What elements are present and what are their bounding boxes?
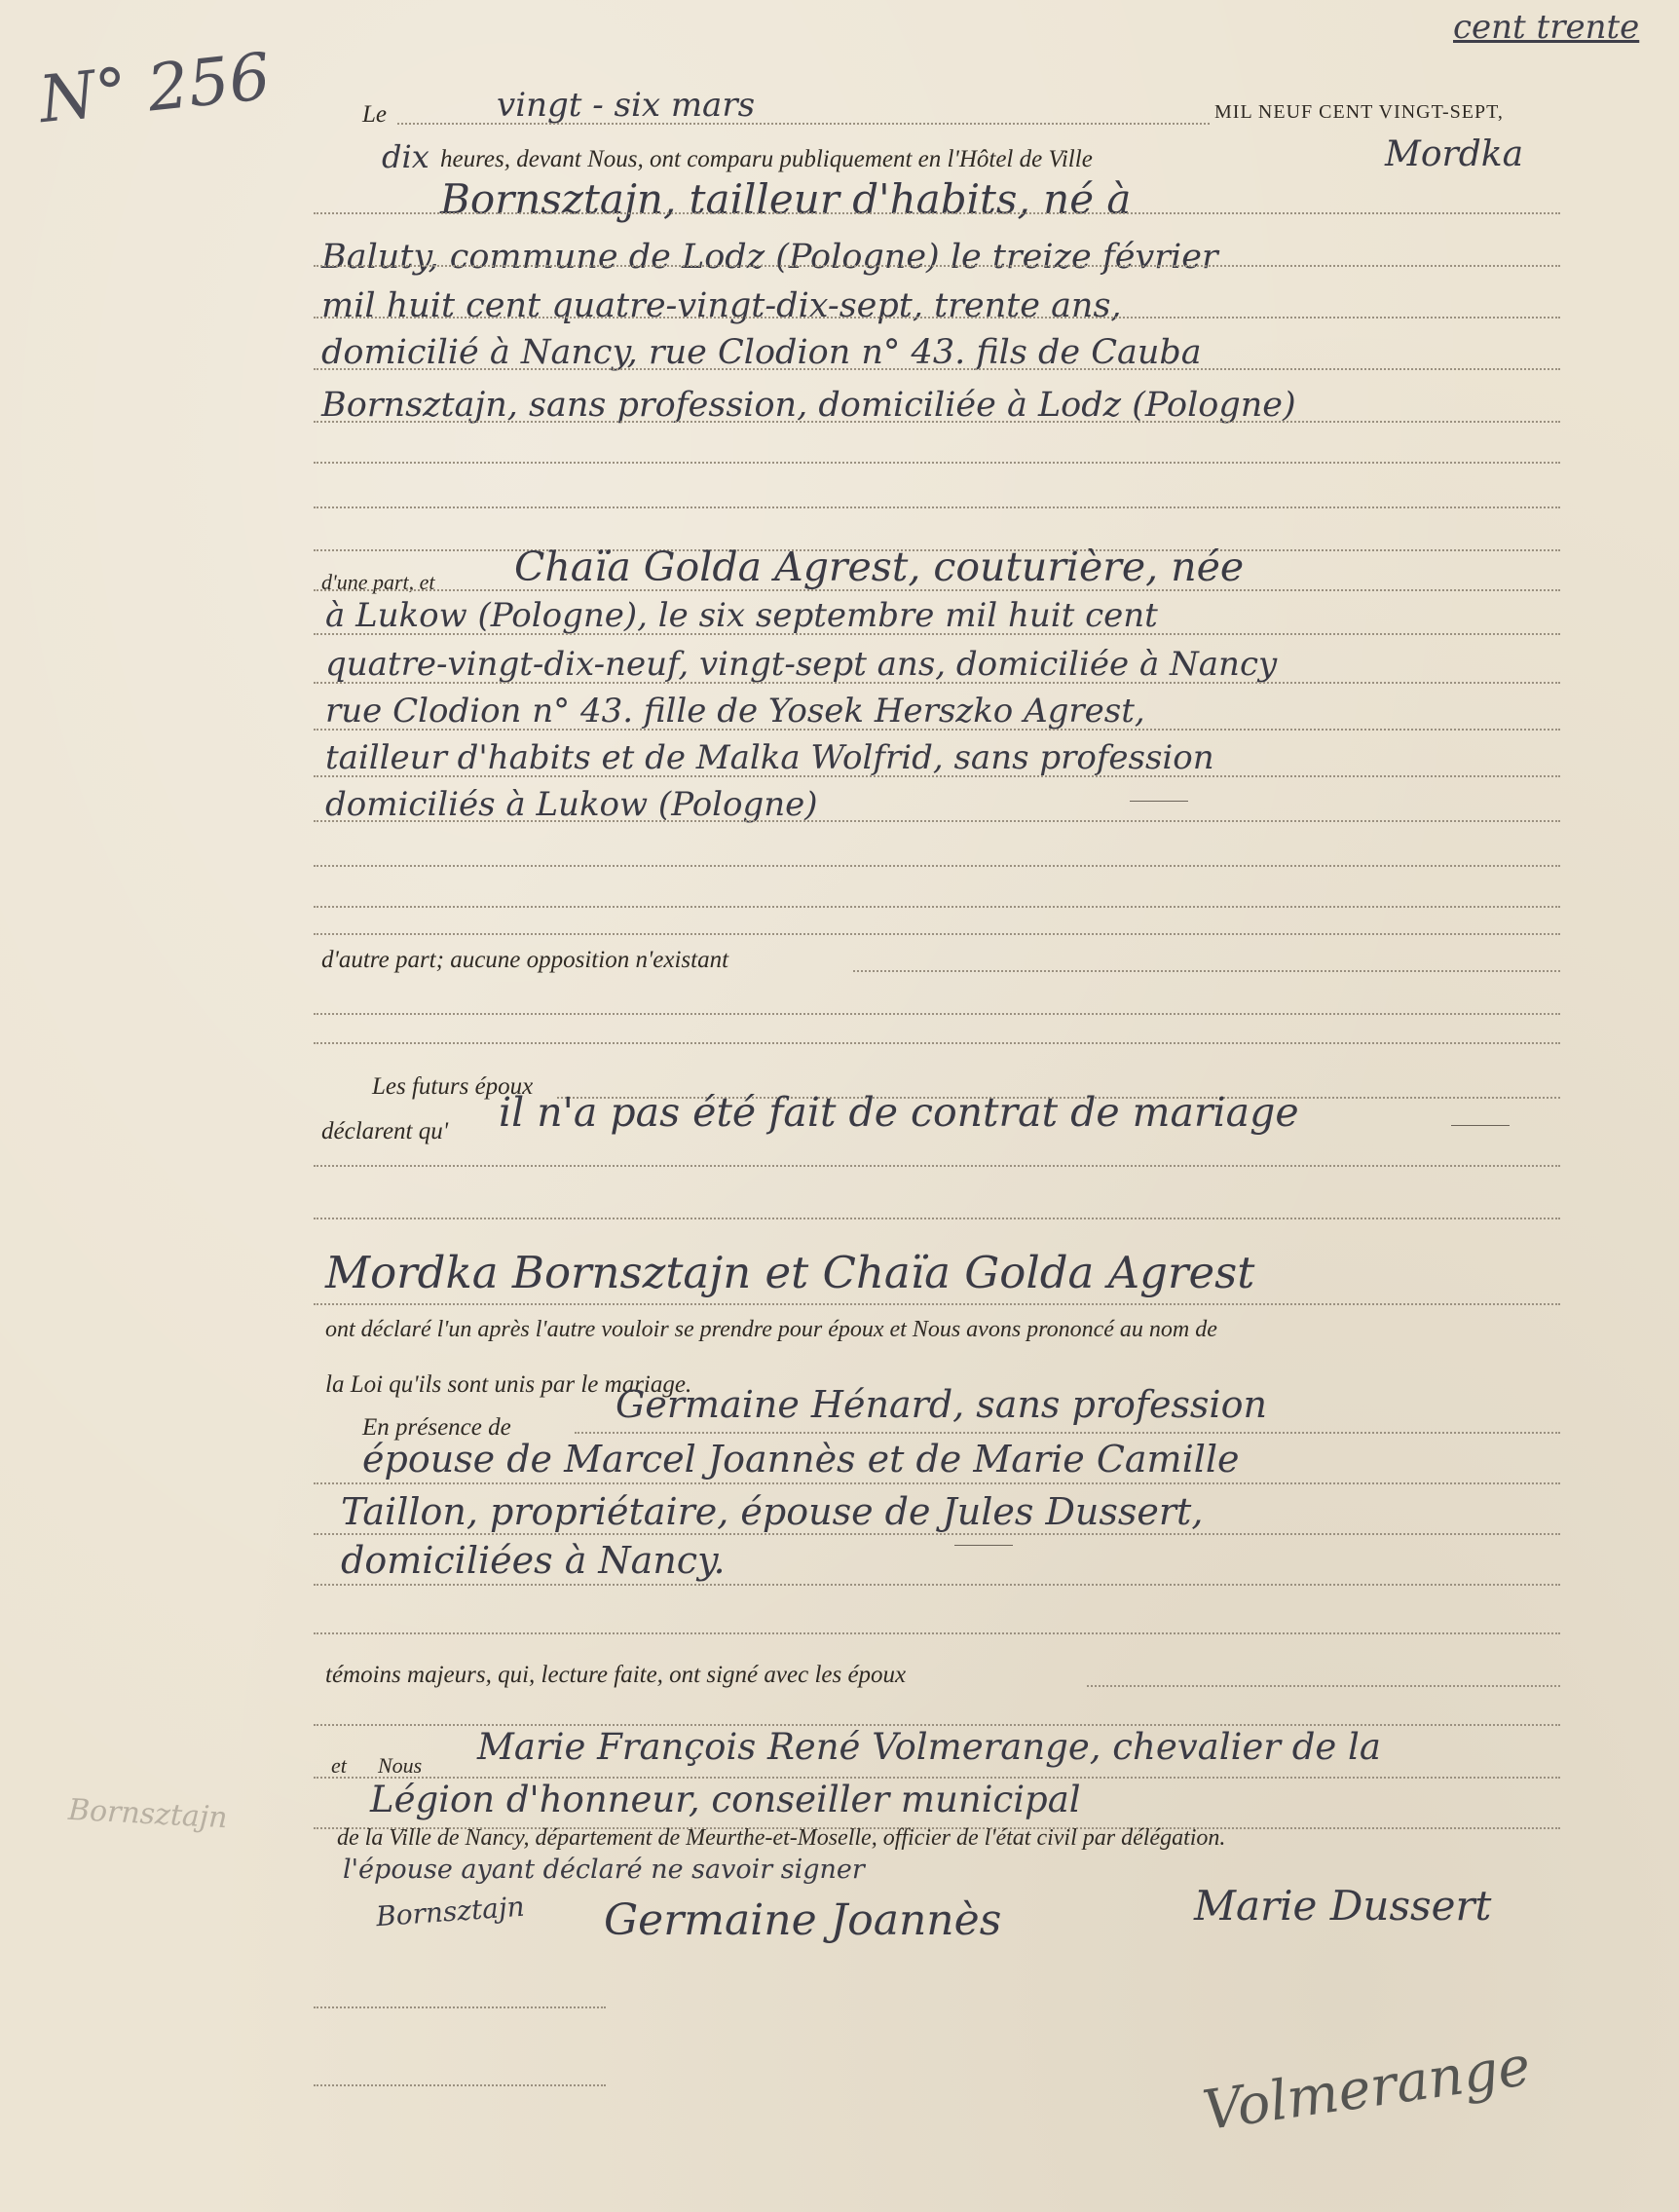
ruled-line [314, 1042, 1560, 1044]
bride-line: quatre-vingt-dix-neuf, vingt-sept ans, domiciliée à Nancy [325, 645, 1278, 684]
contract-statement: il n'a pas été fait de contrat de mariage [499, 1089, 1299, 1136]
ruled-line [1087, 1685, 1560, 1687]
ruled-line [314, 1584, 1560, 1586]
groom-signature: Bornsztajn [375, 1890, 526, 1933]
ruled-line [314, 775, 1560, 777]
ruled-line [314, 506, 1560, 508]
ruled-line [575, 1432, 1560, 1434]
ruled-line [314, 462, 1560, 464]
ruled-line [314, 729, 1560, 731]
ruled-line [314, 1632, 1560, 1634]
ruled-line [314, 317, 1560, 319]
witness2-signature: Marie Dussert [1194, 1882, 1492, 1930]
bride-first-line: Chaïa Golda Agrest, couturière, née [514, 544, 1245, 590]
printed-dune-part: d'une part, et [321, 570, 435, 594]
groom-line: Bornsztajn, sans profession, domiciliée à Lodz (Pologne) [321, 386, 1296, 425]
groom-line: Baluty, commune de Lodz (Pologne) le treize février [321, 238, 1218, 277]
bride-line: rue Clodion n° 43. fille de Yosek Herszko Agrest, [325, 692, 1145, 731]
act-number: N° 256 [35, 38, 275, 138]
groom-line: domicilié à Nancy, rue Clodion n° 43. fils de Cauba [321, 333, 1202, 372]
ruled-line [314, 1533, 1560, 1535]
groom-line: Bornsztajn, tailleur d'habits, né à [440, 175, 1132, 223]
bride-line: à Lukow (Pologne), le six septembre mil huit cent [325, 596, 1158, 635]
ruled-line [314, 2006, 606, 2008]
witness-first-line: Germaine Hénard, sans profession [616, 1383, 1267, 1426]
printed-loi: la Loi qu'ils sont unis par le mariage. [325, 1371, 692, 1398]
ruled-line [314, 1777, 1560, 1779]
printed-opposition: d'autre part; aucune opposition n'existant [321, 947, 729, 973]
bride-line: tailleur d'habits et de Malka Wolfrid, sans profession [325, 738, 1214, 777]
ruled-line [314, 933, 1560, 935]
witness1-signature: Germaine Joannès [604, 1895, 1002, 1945]
ruled-line [314, 682, 1560, 684]
ruled-line [314, 820, 1560, 822]
printed-temoins: témoins majeurs, qui, lecture faite, ont signé avec les époux [325, 1662, 907, 1688]
hour-handwritten: dix [382, 138, 429, 175]
line-filler [1451, 1125, 1510, 1126]
ruled-line [314, 865, 1560, 867]
groom-line: mil huit cent quatre-vingt-dix-sept, trente ans, [321, 286, 1122, 325]
count-annotation: cent trente [1453, 8, 1640, 47]
printed-declaration: ont déclaré l'un après l'autre vouloir se prendre pour époux et Nous avons prononcé au nom de [325, 1317, 1217, 1342]
illiterate-note: l'épouse ayant déclaré ne savoir signer [343, 1855, 865, 1885]
date-handwritten: vingt - six mars [497, 86, 756, 125]
witness-line: épouse de Marcel Joannès et de Marie Camille [362, 1438, 1240, 1481]
ruled-line [314, 212, 1560, 214]
ruled-line [314, 2084, 606, 2086]
ruled-line [314, 1482, 1560, 1484]
ruled-line [314, 421, 1560, 423]
ruled-line [314, 589, 1560, 591]
officer-signature: Volmerange [1199, 2034, 1535, 2144]
bleed-through-text: Bornsztajn [67, 1792, 229, 1836]
printed-declarent: déclarent qu' [321, 1118, 449, 1144]
spouses-names: Mordka Bornsztajn et Chaïa Golda Agrest [325, 1247, 1255, 1298]
witness-line: domiciliées à Nancy. [341, 1539, 726, 1582]
officer-line: Légion d'honneur, conseiller municipal [370, 1779, 1081, 1820]
witness-line: Taillon, propriétaire, épouse de Jules Dussert, [341, 1490, 1204, 1533]
printed-nous: Nous [378, 1753, 423, 1778]
printed-en-presence: En présence de [362, 1414, 511, 1441]
ruled-line [314, 633, 1560, 635]
printed-futurs-epoux: Les futurs époux [372, 1073, 534, 1100]
bride-line: domiciliés à Lukow (Pologne) [325, 785, 818, 824]
ruled-line [314, 265, 1560, 267]
printed-preamble: heures, devant Nous, ont comparu publiquement en l'Hôtel de Ville [440, 146, 1093, 172]
printed-le: Le [362, 101, 387, 128]
officer-line: Marie François René Volmerange, chevalier de la [477, 1726, 1381, 1768]
printed-ville: de la Ville de Nancy, département de Meurthe-et-Moselle, officier de l'état civil par délégation. [337, 1825, 1226, 1851]
ruled-line [314, 368, 1560, 370]
ruled-line [853, 970, 1560, 972]
groom-first-name: Mordka [1385, 134, 1524, 174]
line-filler [954, 1545, 1013, 1546]
printed-et: et [331, 1753, 347, 1778]
printed-year: MIL NEUF CENT VINGT-SEPT, [1214, 101, 1504, 123]
ruled-line [314, 1303, 1560, 1305]
date-line [397, 123, 1210, 125]
ruled-line [314, 1165, 1560, 1167]
line-filler [1130, 801, 1188, 802]
ruled-line [314, 1218, 1560, 1219]
ruled-line [314, 906, 1560, 908]
ruled-line [314, 1013, 1560, 1015]
